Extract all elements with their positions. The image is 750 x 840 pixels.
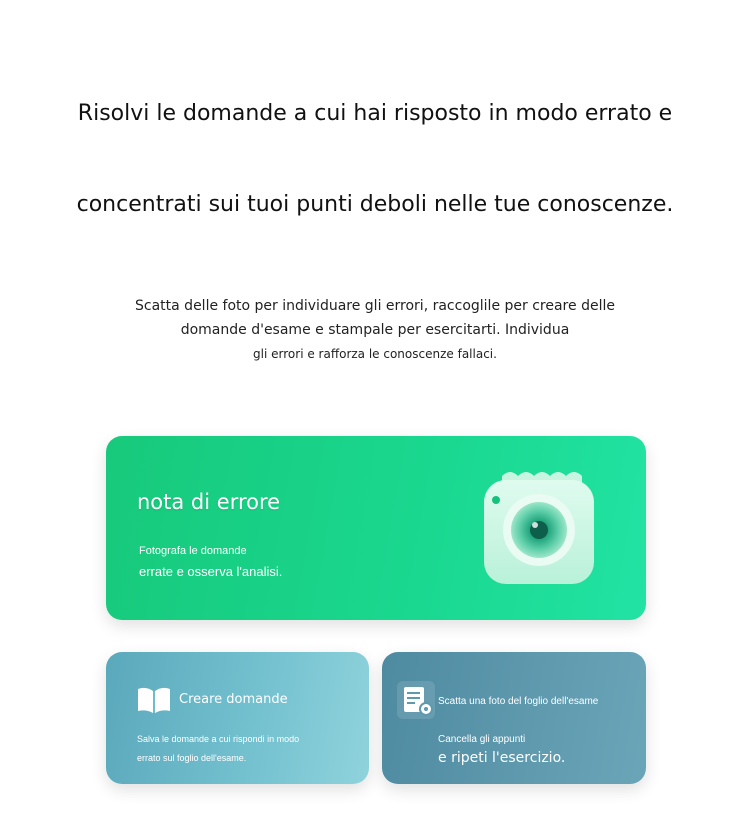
intro-line-1: Scatta delle foto per individuare gli errori, raccoglile per creare delle bbox=[135, 298, 615, 314]
scan-exam-desc-line-2: e ripeti l'esercizio. bbox=[438, 750, 566, 766]
scan-exam-title: Scatta una foto del foglio dell'esame bbox=[438, 696, 599, 707]
create-questions-desc-line-2: errato sul foglio dell'esame. bbox=[137, 753, 247, 763]
intro-line-2: domande d'esame e stampale per esercitarti. Individua bbox=[180, 322, 570, 338]
scan-exam-desc-line-1: Cancella gli appunti bbox=[438, 734, 526, 745]
error-note-desc-line-2: errate e osserva l'analisi. bbox=[139, 564, 283, 579]
camera-icon bbox=[480, 468, 598, 586]
error-note-title: nota di errore bbox=[137, 490, 281, 514]
headline-line-1: Risolvi le domande a cui hai risposto in modo errato e bbox=[77, 101, 673, 126]
headline-line-2: concentrati sui tuoi punti deboli nelle tue conoscenze. bbox=[76, 192, 674, 217]
create-questions-card[interactable] bbox=[106, 652, 369, 784]
scan-exam-card[interactable] bbox=[382, 652, 646, 784]
scan-document-icon bbox=[396, 680, 436, 720]
intro-line-3: gli errori e rafforza le conoscenze fallaci. bbox=[253, 347, 497, 361]
error-note-desc-line-1: Fotografa le domande bbox=[139, 545, 247, 557]
book-icon bbox=[136, 685, 172, 715]
create-questions-title: Creare domande bbox=[179, 692, 288, 707]
create-questions-desc-line-1: Salva le domande a cui rispondi in modo bbox=[137, 734, 300, 744]
error-note-card[interactable] bbox=[106, 436, 646, 620]
